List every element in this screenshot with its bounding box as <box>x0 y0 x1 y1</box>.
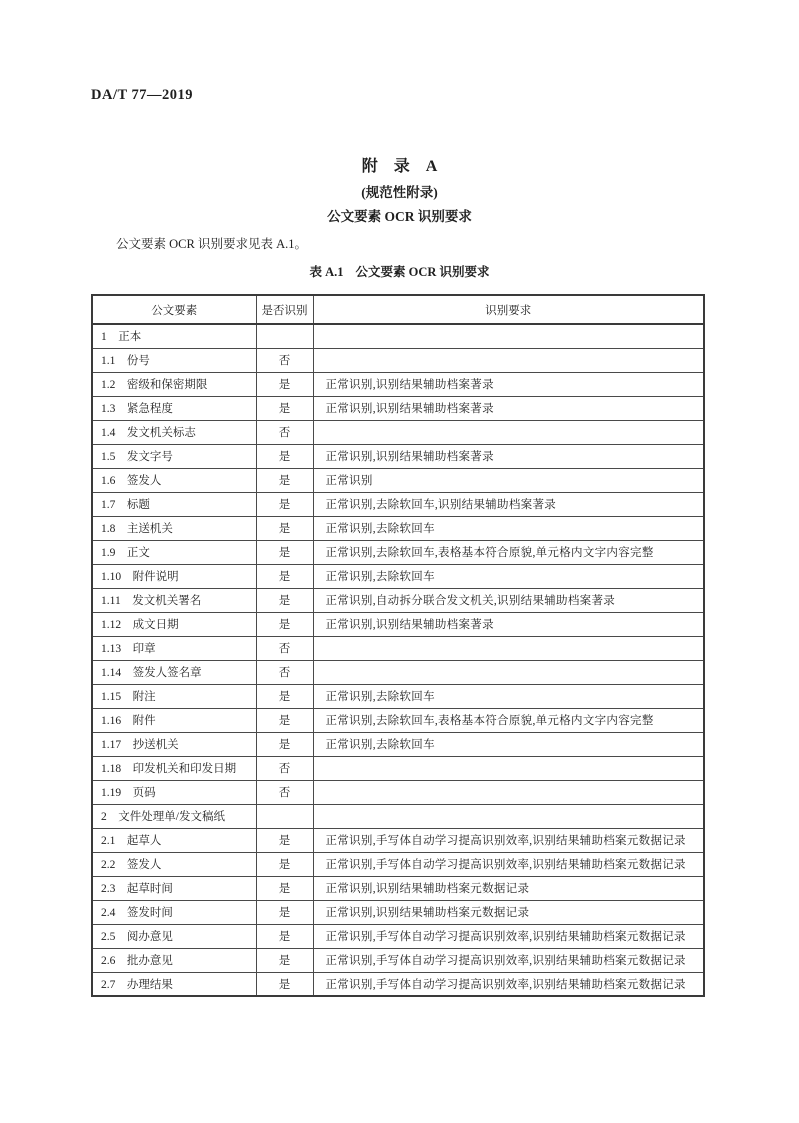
requirement-cell <box>313 780 704 804</box>
requirement-cell: 正常识别,去除软回车 <box>313 516 704 540</box>
column-header-requirement: 识别要求 <box>313 295 704 324</box>
recognize-cell: 否 <box>256 780 313 804</box>
table-row <box>92 516 704 540</box>
recognize-cell: 是 <box>256 732 313 756</box>
recognize-cell: 是 <box>256 900 313 924</box>
table-body <box>92 324 704 996</box>
table-row <box>92 420 704 444</box>
table-row <box>92 468 704 492</box>
element-cell: 1.10 附件说明 <box>92 564 256 588</box>
recognize-cell: 是 <box>256 540 313 564</box>
table-row <box>92 564 704 588</box>
annex-subtitle: (规范性附录) <box>361 185 438 200</box>
table-caption-label: 表 A.1 <box>309 265 344 279</box>
table-row <box>92 372 704 396</box>
annex-title: 附 录 A <box>361 158 438 175</box>
recognize-cell: 是 <box>256 396 313 420</box>
table-row <box>92 900 704 924</box>
requirement-cell: 正常识别,识别结果辅助档案著录 <box>313 372 704 396</box>
recognize-cell: 是 <box>256 852 313 876</box>
element-cell: 1.9 正文 <box>92 540 256 564</box>
table-row <box>92 612 704 636</box>
requirement-cell <box>313 660 704 684</box>
requirement-cell: 正常识别,去除软回车 <box>313 732 704 756</box>
element-cell: 2.3 起草时间 <box>92 876 256 900</box>
table-row <box>92 348 704 372</box>
element-cell: 1.18 印发机关和印发日期 <box>92 756 256 780</box>
requirement-cell <box>313 804 704 828</box>
recognize-cell: 是 <box>256 828 313 852</box>
requirement-cell: 正常识别,去除软回车,表格基本符合原貌,单元格内文字内容完整 <box>313 540 704 564</box>
requirement-cell: 正常识别,识别结果辅助档案元数据记录 <box>313 876 704 900</box>
requirement-cell: 正常识别,手写体自动学习提高识别效率,识别结果辅助档案元数据记录 <box>313 924 704 948</box>
recognize-cell: 是 <box>256 924 313 948</box>
element-cell: 2 文件处理单/发文稿纸 <box>92 804 256 828</box>
table-row <box>92 852 704 876</box>
recognize-cell: 是 <box>256 372 313 396</box>
requirement-cell <box>313 324 704 348</box>
recognize-cell: 否 <box>256 420 313 444</box>
requirement-cell: 正常识别,去除软回车,识别结果辅助档案著录 <box>313 492 704 516</box>
element-cell: 1 正本 <box>92 324 256 348</box>
element-cell: 1.15 附注 <box>92 684 256 708</box>
element-cell: 1.7 标题 <box>92 492 256 516</box>
element-cell: 1.16 附件 <box>92 708 256 732</box>
requirement-cell: 正常识别,手写体自动学习提高识别效率,识别结果辅助档案元数据记录 <box>313 828 704 852</box>
table-header-row <box>92 295 704 324</box>
table-header <box>92 295 704 324</box>
table-row <box>92 708 704 732</box>
intro-paragraph: 公文要素 OCR 识别要求见表 A.1。 <box>116 237 307 251</box>
requirement-cell <box>313 756 704 780</box>
element-cell: 1.2 密级和保密期限 <box>92 372 256 396</box>
element-cell: 2.1 起草人 <box>92 828 256 852</box>
requirement-cell: 正常识别,识别结果辅助档案著录 <box>313 612 704 636</box>
table-row <box>92 756 704 780</box>
element-cell: 1.5 发文字号 <box>92 444 256 468</box>
column-header-element: 公文要素 <box>92 295 256 324</box>
requirement-cell: 正常识别,手写体自动学习提高识别效率,识别结果辅助档案元数据记录 <box>313 948 704 972</box>
requirement-cell: 正常识别,识别结果辅助档案著录 <box>313 444 704 468</box>
table-row <box>92 444 704 468</box>
element-cell: 1.4 发文机关标志 <box>92 420 256 444</box>
table-caption <box>0 262 799 280</box>
requirement-cell <box>313 348 704 372</box>
recognize-cell: 是 <box>256 516 313 540</box>
recognize-cell: 是 <box>256 444 313 468</box>
recognize-cell: 否 <box>256 348 313 372</box>
recognize-cell: 是 <box>256 972 313 996</box>
requirement-cell <box>313 636 704 660</box>
element-cell: 2.7 办理结果 <box>92 972 256 996</box>
table-row <box>92 732 704 756</box>
element-cell: 2.5 阅办意见 <box>92 924 256 948</box>
requirement-cell: 正常识别,识别结果辅助档案著录 <box>313 396 704 420</box>
element-cell: 1.11 发文机关署名 <box>92 588 256 612</box>
requirement-cell: 正常识别,识别结果辅助档案元数据记录 <box>313 900 704 924</box>
recognize-cell: 是 <box>256 468 313 492</box>
recognize-cell: 是 <box>256 684 313 708</box>
table-row <box>92 924 704 948</box>
requirement-cell <box>313 420 704 444</box>
table-row <box>92 540 704 564</box>
table-row <box>92 780 704 804</box>
table-row <box>92 492 704 516</box>
table-row <box>92 876 704 900</box>
recognize-cell: 是 <box>256 492 313 516</box>
requirement-cell: 正常识别,去除软回车 <box>313 564 704 588</box>
table-row <box>92 828 704 852</box>
ocr-requirements-table <box>91 294 705 997</box>
element-cell: 2.4 签发时间 <box>92 900 256 924</box>
requirement-cell: 正常识别,自动拆分联合发文机关,识别结果辅助档案著录 <box>313 588 704 612</box>
annex-heading: 公文要素 OCR 识别要求 <box>327 209 472 224</box>
table-row <box>92 324 704 348</box>
table-row <box>92 636 704 660</box>
table-row <box>92 948 704 972</box>
table-row <box>92 972 704 996</box>
recognize-cell: 否 <box>256 660 313 684</box>
column-header-recognize: 是否识别 <box>256 295 313 324</box>
element-cell: 1.6 签发人 <box>92 468 256 492</box>
element-cell: 1.17 抄送机关 <box>92 732 256 756</box>
requirement-cell: 正常识别,手写体自动学习提高识别效率,识别结果辅助档案元数据记录 <box>313 972 704 996</box>
table-row <box>92 660 704 684</box>
requirement-cell: 正常识别,去除软回车 <box>313 684 704 708</box>
recognize-cell: 是 <box>256 564 313 588</box>
table-row <box>92 588 704 612</box>
element-cell: 1.13 印章 <box>92 636 256 660</box>
standard-code: DA/T 77—2019 <box>91 87 194 103</box>
table-row <box>92 684 704 708</box>
recognize-cell: 否 <box>256 636 313 660</box>
recognize-cell <box>256 804 313 828</box>
requirement-cell: 正常识别,去除软回车,表格基本符合原貌,单元格内文字内容完整 <box>313 708 704 732</box>
table-caption-title: 公文要素 OCR 识别要求 <box>355 265 490 279</box>
element-cell: 1.1 份号 <box>92 348 256 372</box>
element-cell: 2.2 签发人 <box>92 852 256 876</box>
element-cell: 1.14 签发人签名章 <box>92 660 256 684</box>
recognize-cell: 是 <box>256 876 313 900</box>
element-cell: 1.19 页码 <box>92 780 256 804</box>
recognize-cell: 是 <box>256 588 313 612</box>
element-cell: 2.6 批办意见 <box>92 948 256 972</box>
recognize-cell <box>256 324 313 348</box>
recognize-cell: 否 <box>256 756 313 780</box>
recognize-cell: 是 <box>256 612 313 636</box>
table-row <box>92 396 704 420</box>
element-cell: 1.3 紧急程度 <box>92 396 256 420</box>
element-cell: 1.12 成文日期 <box>92 612 256 636</box>
requirement-cell: 正常识别,手写体自动学习提高识别效率,识别结果辅助档案元数据记录 <box>313 852 704 876</box>
requirement-cell: 正常识别 <box>313 468 704 492</box>
recognize-cell: 是 <box>256 708 313 732</box>
recognize-cell: 是 <box>256 948 313 972</box>
table-row <box>92 804 704 828</box>
element-cell: 1.8 主送机关 <box>92 516 256 540</box>
